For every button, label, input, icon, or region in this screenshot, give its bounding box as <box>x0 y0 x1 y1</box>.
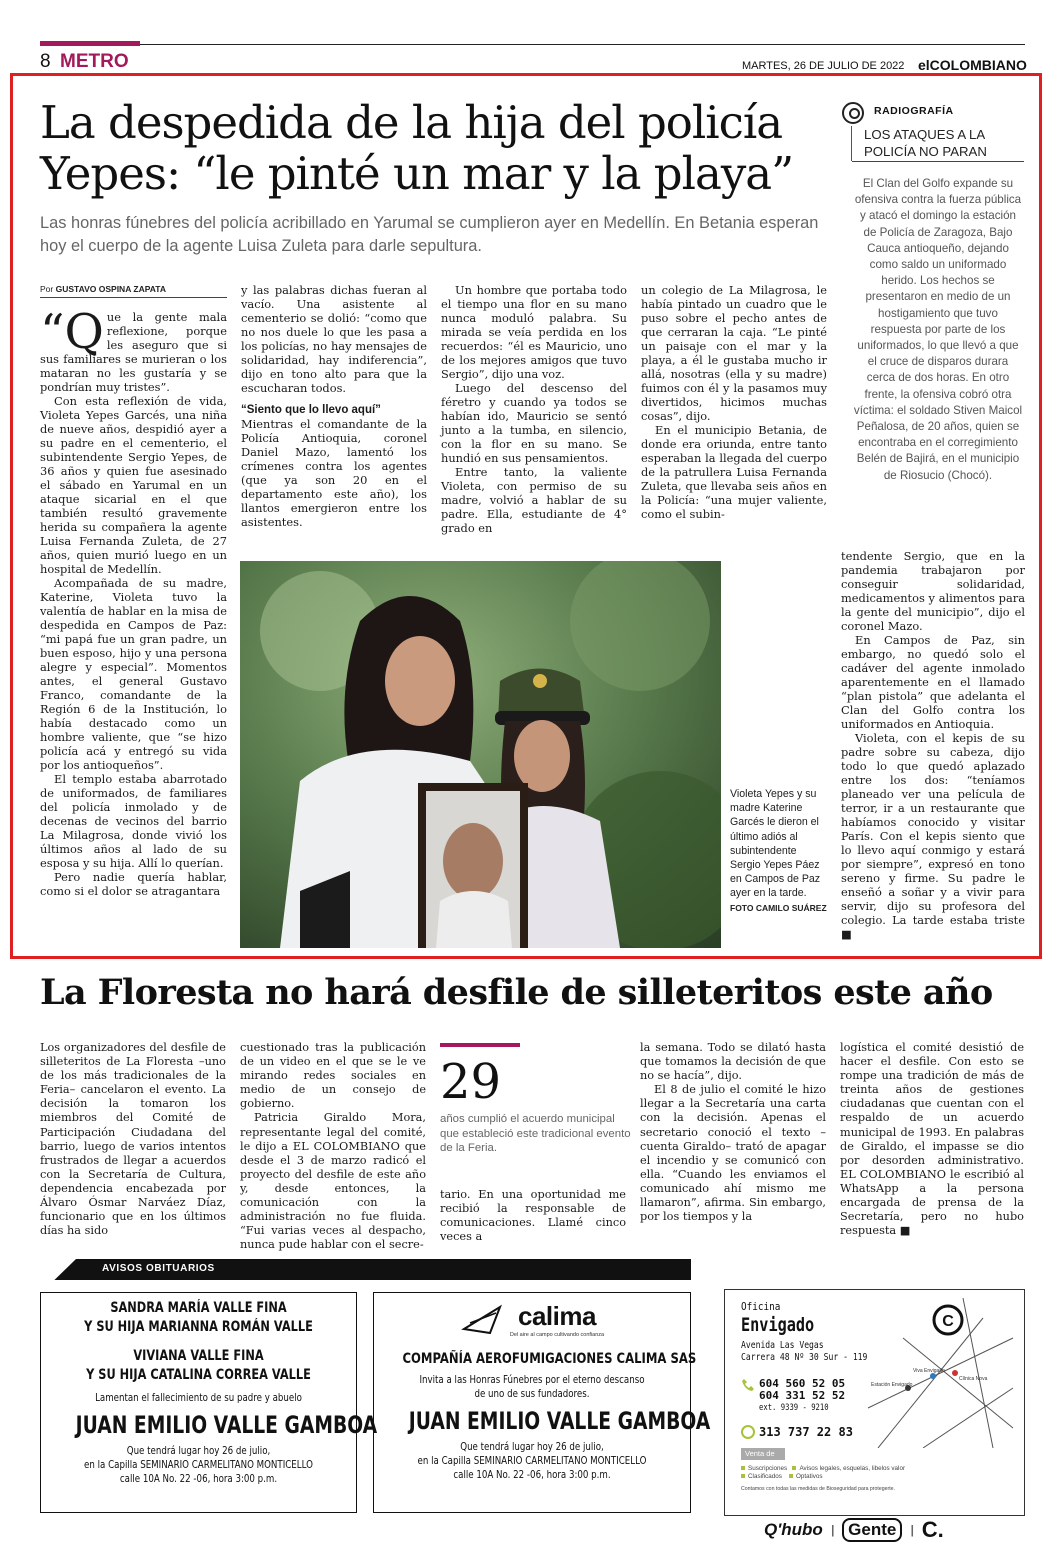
office-address <box>741 1340 867 1363</box>
service-detail: Que tendrá lugar hoy 26 de julio, <box>460 1442 604 1453</box>
paragraph: En Campos de Paz, sin embargo, no quedó solo el cadáver del agente inmolado aparentemente en el llamado “plan pistola” que adelanta el Clan del Golfo contra los uniformados en Antioquia. <box>841 633 1025 731</box>
paragraph: ue la gente mala reflexione, porque les aseguro que si sus familiares se murieran o los mataran no les gustaría y se pondrían muy tristes”. <box>40 310 227 394</box>
byline-author: GUSTAVO OSPINA ZAPATA <box>55 284 166 294</box>
paragraph: Acompañada de su madre, Katerine, Violeta tuvo la valentía de hablar en la misa de despedida en Campos de Paz: “mi papá fue un gran padre, un buen esposo, hijo y una persona alegre y especial”. Momentos antes, el general Gustavo Franco, comandante de la Región 6 de la Institución, lo había destacado como un hombre valiente, que “se hizo policía acá y entregó su vida por los antioqueños”. <box>40 576 227 772</box>
service-detail: Que tendrá lugar hoy 26 de julio, <box>126 1446 271 1457</box>
paragraph: Un hombre que portaba todo el tiempo una flor en su mano nunca moduló palabra. Su mirada se veía perdida en los recuerdos: “él es Mauricio, uno de los mejores amigos que tuvo Sergio”, dijo una voz. <box>441 283 627 381</box>
section-name: METRO <box>60 51 129 72</box>
obituary-notice-company <box>373 1292 711 1513</box>
separator: | <box>910 1523 914 1537</box>
whatsapp-number: 313 737 22 83 <box>759 1425 853 1439</box>
paragraph: tendente Sergio, que en la pandemia trabajaron por conseguir solidaridad, medicamentos y alimentos para la gente del municipio”, dijo el coronel Mazo. <box>841 549 1025 633</box>
paragraph: Entre tanto, la valiente Violeta, con permiso de su madre, volvió a hablar de su padre. Ella, estudiante de 4° grado en <box>441 465 627 535</box>
service-item: Avisos legales, esquelas, libelos valor <box>799 1465 906 1472</box>
caption-text: Violeta Yepes y su madre Katerine Garcés le dieron el último adiós al subintendente Sergio Yepes Páez en Campos de Paz ayer en la tarde. <box>730 788 821 900</box>
service-item: Clasificados <box>748 1473 782 1480</box>
phone-number: 604 331 52 52 <box>759 1388 846 1402</box>
biosafety-note: Contamos con todas las medidas de Bioseguridad para protegerte. <box>741 1486 895 1492</box>
article-photo <box>240 561 721 948</box>
office-ad <box>724 1289 1025 1516</box>
service-detail: en la Capilla SEMINARIO CARMELITANO MONTICELLO <box>417 1456 647 1467</box>
article-column-5 <box>841 549 1025 941</box>
invite-text: Invita a las Honras Fúnebres por el eterno descanso <box>419 1375 645 1386</box>
paragraph: Mientras el comandante de la Policía Antioquia, coronel Daniel Mazo, lamentó los crímenes contra los agentes (que ya son 20 en el departamento este año), los llantos emergieron entre los asistentes. <box>241 417 427 529</box>
byline <box>40 284 166 294</box>
paragraph: Pero nadie quería hablar, como si el dolor se atragantara <box>40 870 227 898</box>
paragraph: un colegio de La Milagrosa, le había pintado un cuadro que le puso sobre el pecho antes de que cerraran la caja. “Le pinté un paisaje con el mar y la playa, a él le gustaba mucho ir allá, nosotras (ella y su madre) fuimos con él y la pasamos muy divertidos, hicimos muchas cosas”, dijo. <box>641 283 827 423</box>
paragraph: El templo estaba abarrotado de uniformados, de familiares del policía inmolado y de decenas de vecinos del barrio La Milagrosa, donde vivió los últimos años al lado de su esposa y su hija. Allí lo querían. <box>40 772 227 870</box>
service-item: Suscripciones <box>748 1465 788 1472</box>
map-label: Clínica Nova <box>959 1376 988 1382</box>
article2-column-5 <box>840 1041 1024 1238</box>
paragraph: Violeta, con el kepis de su padre sobre su cabeza, dijo todo lo que quedó aplazado entre los dos: “teníamos planeado ver una película de terror, ir a un restaurante que habíamos conocido y visitar París. Con el kepis siento que lo llevo aquí conmigo y estará por siempre”, expresó en tono sereno y firme. Su padre le enseñó a soñar y a vivir para servir, dijo su profesora del colegio. La tarde estaba triste ■ <box>841 731 1025 941</box>
company-logo-word: calima <box>518 1300 596 1331</box>
services-list <box>741 1465 905 1481</box>
whatsapp-icon <box>741 1425 755 1439</box>
paragraph: la semana. Todo se dilató hasta que tomamos la decisión de que no se hacía”, dijo. <box>640 1041 826 1083</box>
stat-accent-rule <box>440 1043 520 1047</box>
phone-icon <box>741 1378 755 1392</box>
company-logo <box>460 1299 604 1339</box>
article-column-4 <box>641 283 827 521</box>
sidebar-title: LOS ATAQUES A LA POLICÍA NO PARAN <box>864 127 987 159</box>
deceased-name: JUAN EMILIO VALLE GAMBOA <box>75 1411 378 1439</box>
paragraph: logística el comité desistió de hacer el desfile. Con esto se rompe una tradición de más de treinta años de gestiones ciudadanas que cuentan con el respaldo de un acuerdo municipal de 1993. En palabras de Giraldo, el impasse se dio por desorden administrativo. EL COLOMBIANO le escribió al WhatsApp a la persona encargada de prensa de la Secretaría, pero no hubo respuesta ■ <box>840 1041 1024 1238</box>
office-label: Oficina <box>741 1300 781 1313</box>
company-logo-tagline: Del aire al campo cultivando confianza <box>509 1331 605 1338</box>
map-label: Viva Envigado <box>913 1368 945 1374</box>
photo-credit: FOTO CAMILO SUÁREZ <box>730 902 827 913</box>
article-column-1 <box>40 304 227 898</box>
brand-logo: Gente <box>842 1518 902 1542</box>
article2-column-2 <box>240 1041 426 1252</box>
mourner-name: Y SU HIJA CATALINA CORREA VALLE <box>86 1367 311 1383</box>
paragraph: Los organizadores del desfile de silleteritos de La Floresta –uno de los más tradicionales de la Feria– cancelaron el evento. La decisión la tomaron los miembros del Comité de Participación Ciudadana del barrio, luego de varios intentos frustrados de llegar a acuerdos con la Secretaría de Cultura, dependencia encabezada por Álvaro Ósmar Narváez Díaz, funcionario que en los últimos días ha sido <box>40 1041 226 1238</box>
article-column-2 <box>241 283 427 529</box>
paragraph: Patricia Giraldo Mora, representante legal del comité, le dijo a EL COLOMBIANO que desde el 3 de marzo radicó el proyecto del desfile de este año y, desde entonces, la comunicación con la administración no fue fluida. “Fui varias veces al despacho, nunca pude hablar con el secre- <box>240 1111 426 1252</box>
article-headline: La despedida de la hija del policía Yepes: “le pinté un mar y la playa” <box>40 96 794 200</box>
sidebar-label: RADIOGRAFÍA <box>874 105 954 117</box>
address-line: Avenida Las Vegas <box>741 1340 824 1351</box>
obituaries-label: AVISOS OBITUARIOS <box>102 1263 215 1274</box>
invite-text: de uno de sus fundadores. <box>474 1389 590 1400</box>
map-label: Estación Envigado <box>871 1382 913 1388</box>
photo-illustration <box>240 561 721 948</box>
obituary-notice-family <box>40 1292 378 1513</box>
sidebar-vertical-rule <box>851 126 852 161</box>
mourner-name: Y SU HIJA MARIANNA ROMÁN VALLE <box>84 1319 313 1335</box>
paragraph: cuestionado tras la publicación de un video en el que se le ve mirando redes sociales en medio de un consejo de gobierno. <box>240 1041 426 1111</box>
stat-text: años cumplió el acuerdo municipal que estableció este tradicional evento de la Feria. <box>440 1113 631 1155</box>
article2-column-3 <box>440 1188 626 1244</box>
page-number: 8 <box>40 51 51 72</box>
plane-logo-icon <box>460 1299 504 1339</box>
photo-caption <box>730 787 828 915</box>
article-column-3 <box>441 283 627 535</box>
drop-cap: “Q <box>40 304 104 360</box>
stat-number: 29 <box>440 1054 502 1110</box>
separator: | <box>830 1523 835 1537</box>
mourner-name: SANDRA MARÍA VALLE FINA <box>110 1300 287 1316</box>
brand-logos <box>764 1517 994 1543</box>
phone-extension: ext. 9339 - 9210 <box>759 1403 829 1413</box>
byline-rule <box>40 297 227 298</box>
service-detail: calle 10A No. 22 -06, hora 3:00 p.m. <box>119 1474 278 1485</box>
paragraph: tario. En una oportunidad me recibió la responsable de comunicaciones. Llamé cinco veces a <box>440 1188 626 1244</box>
paragraph: Con esta reflexión de vida, Violeta Yepes Garcés, una niña de nueve años, despidió ayer a su padre en el cementerio, el subintendente Sergio Yepes, de 36 años y quien fue asesinado el sábado en Yarumal en un ataque sicarial en el que también resultó gravemente herida su compañera la agente Luisa Fernanda Zuleta, de 27 años, quien murió luego en un hospital de Medellín. <box>40 394 227 576</box>
header-rule <box>140 44 1025 45</box>
magnifier-icon <box>842 102 864 124</box>
article2-column-4 <box>640 1041 826 1224</box>
address-line: Carrera 48 Nº 30 Sur - 119 <box>741 1351 868 1363</box>
service-detail: en la Capilla SEMINARIO CARMELITANO MONTICELLO <box>84 1460 313 1471</box>
svg-text:C: C <box>942 1313 954 1330</box>
location-map <box>863 1298 1019 1448</box>
sidebar-body: El Clan del Golfo expande su ofensiva contra la fuerza pública y atacó el domingo la estación de Policía de Zaragoza, Bajo Cauca antioqueño, dejando como saldo un uniformado herido. Los hechos se presentaron en medio de un hostigamiento que tuvo respuesta por parte de los uniformados, lo que llevó a que el cruce de disparos durara cerca de dos horas. En otro frente, la ofensiva cobró otra víctima: el soldado Stiven Maicol Peñalosa, de 20 años, quien se encontraba en el corregimiento Belén de Bajirá, en el municipio de Riosucio (Chocó). <box>853 177 1023 482</box>
service-item: Optativos <box>795 1473 823 1480</box>
article-subhead: Las honras fúnebres del policía acribillado en Yarumal se cumplieron ayer en Medellín. En Betania esperan hoy el cuerpo de la agente Luisa Zuleta para darle sepultura. <box>40 214 819 255</box>
article2-column-1 <box>40 1041 226 1238</box>
byline-prefix: Por <box>40 284 54 294</box>
article2-headline: La Floresta no hará desfile de silleteritos este año <box>40 972 993 1013</box>
paragraph: En el municipio Betania, de donde era oriunda, entre tanto esperaban la llegada del cuerpo de la patrullera Luisa Fernanda Zuleta, que llevaba seis años en la Policía: “una mujer valiente, como el subin- <box>641 423 827 521</box>
paragraph: y las palabras dichas fueran al vacío. Una asistente al cementerio se dolió: “como que no nos duele lo que les pasa a los policías, no hay mensajes de solidaridad, hay indiferencia”, dijo en tono alto para que la escucharan todos. <box>241 283 427 395</box>
phone-number: 604 560 52 05 <box>759 1377 846 1390</box>
newspaper-logo: elCOLOMBIANO <box>918 57 1027 73</box>
office-phones <box>759 1378 845 1401</box>
company-name: COMPAÑÍA AEROFUMIGACIONES CALIMA SAS <box>402 1351 697 1367</box>
office-city: Envigado <box>741 1314 815 1336</box>
issue-date: MARTES, 26 DE JULIO DE 2022 <box>742 60 905 72</box>
section-accent-rule <box>40 41 140 46</box>
sidebar-rule <box>852 161 1024 162</box>
brand-logo: C. <box>921 1517 944 1542</box>
mourner-name: VIVIANA VALLE FINA <box>133 1348 264 1364</box>
sales-label: Venta de <box>741 1448 785 1460</box>
paragraph: Luego del descenso del féretro y cuando ya todos se habían ido, Mauricio se sentó junto a la tumba, en silencio, con la flor en su mano. Se hundió en sus pensamientos. <box>441 381 627 465</box>
lament-text: Lamentan el fallecimiento de su padre y abuelo <box>95 1393 302 1404</box>
brand-logo: Q'hubo <box>764 1520 823 1539</box>
inline-subhead: “Siento que lo llevo aquí” <box>241 404 381 416</box>
paragraph: El 8 de julio el comité le hizo llegar a la Secretaría una carta con la decisión. Apenas el secretario conoció el texto –cuenta Giraldo– trató de apagar el incendio y se comunicó con ella. “Cuando les enviamos el comunicado ahí mismo me llamaron”, afirma. Sin embargo, por los tiempos y la <box>640 1083 826 1224</box>
deceased-name: JUAN EMILIO VALLE GAMBOA <box>408 1407 711 1435</box>
service-detail: calle 10A No. 22 -06, hora 3:00 p.m. <box>453 1470 611 1481</box>
